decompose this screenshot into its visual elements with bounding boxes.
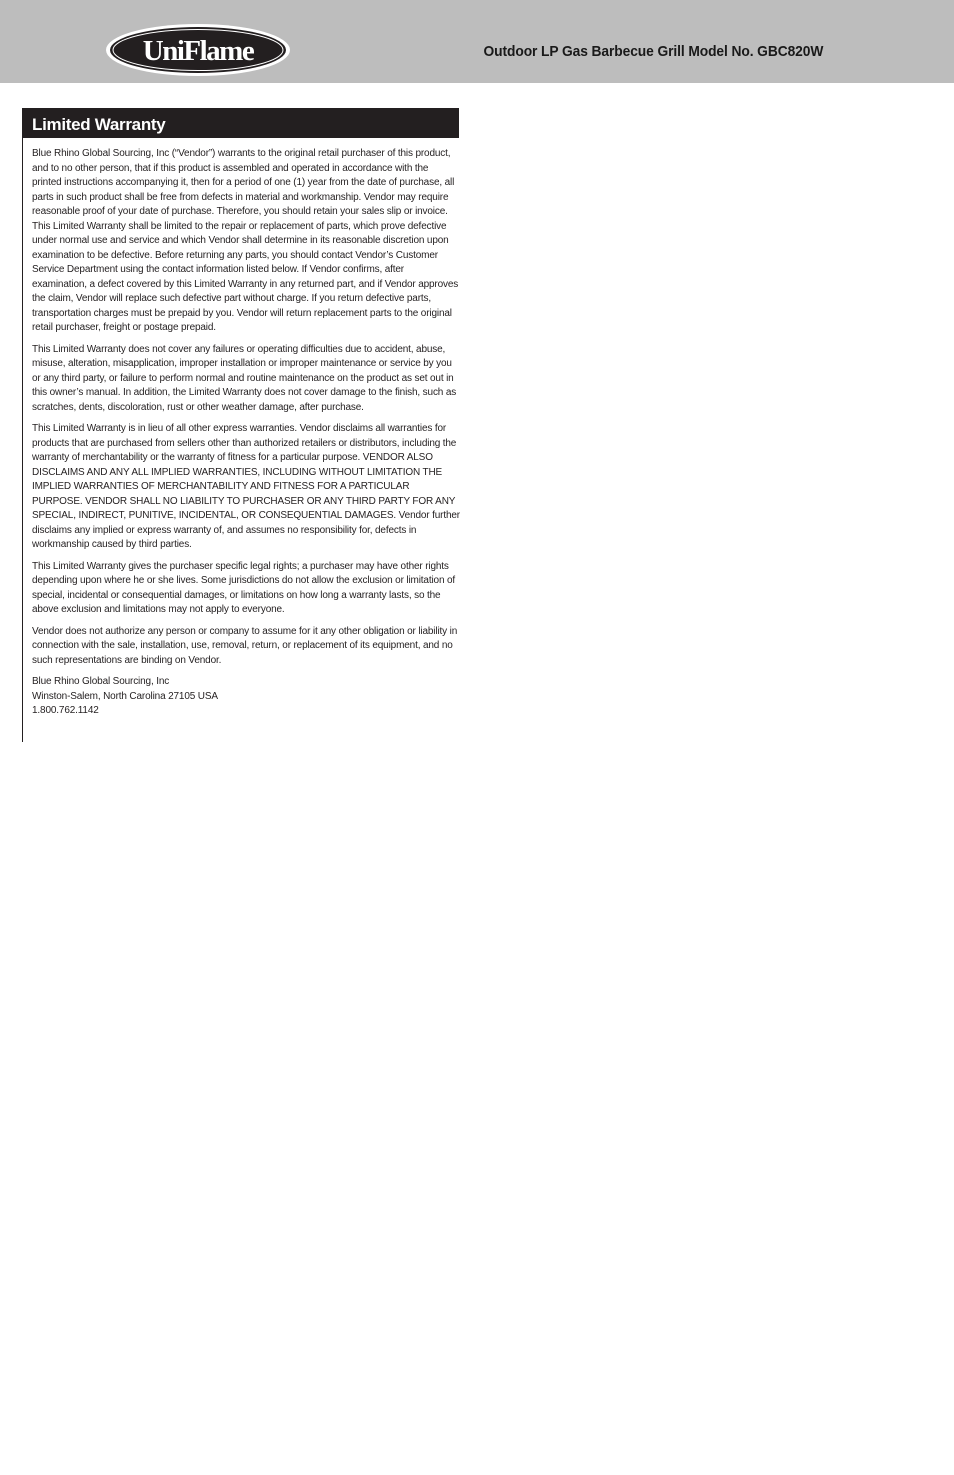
section-header-bar: [22, 108, 459, 138]
uniflame-logo: [104, 22, 292, 78]
warranty-body: [32, 147, 460, 719]
contact-address: [32, 675, 460, 719]
section-left-rule: [22, 138, 23, 742]
address-city: Winston-Salem, North Carolina 27105 USA: [32, 690, 218, 702]
warranty-paragraph: Vendor does not authorize any person or company to assume for it any other obligation or liability in connection with the sale, installation, use, removal, return, or replacement of its equipment, and no such representations are binding on Vendor.: [32, 625, 458, 666]
logo-wordmark: UniFlame: [142, 35, 254, 67]
warranty-paragraph: This Limited Warranty is in lieu of all other express warranties. Vendor disclaims all warranties for products that are purchased from sellers other than authorized retailers or distributors, including the warranty of merchantability or the warranty of fitness for a particular purpose. VENDOR ALSO DISCLAIMS AND ANY ALL IMPLIED WARRANTIES, INCLUDING WITHOUT LIMITATION THE IMPLIED WARRANTIES OF MERCHANTABILITY AND FITNESS FOR A PARTICULAR PURPOSE. VENDOR SHALL NO LIABILITY TO PURCHASER OR ANY THIRD PARTY FOR ANY SPECIAL, INDIRECT, PUNITIVE, INCIDENTAL, OR CONSEQUENTIAL DAMAGES. Vendor further disclaims any implied or express warranty of, and assumes no responsibility for, defects in workmanship caused by third parties.: [32, 423, 460, 550]
warranty-paragraph: This Limited Warranty gives the purchaser specific legal rights; a purchaser may have other rights depending upon where he or she lives. Some jurisdictions do not allow the exclusion or limitation of special, incidental or consequential damages, or limitations on how long a warranty lasts, so the above exclusion and limitations may not apply to everyone.: [32, 560, 456, 615]
warranty-paragraph: This Limited Warranty does not cover any failures or operating difficulties due to accident, abuse, misuse, alteration, misapplication, improper installation or improper maintenance or service by you or any third party, or failure to perform normal and routine maintenance on the product as set out in this owner’s manual. In addition, the Limited Warranty does not cover damage to the finish, such as scratches, dents, discoloration, rust or other weather damage, after purchase.: [32, 343, 457, 413]
model-title: Outdoor LP Gas Barbecue Grill Model No. GBC820W: [483, 43, 823, 60]
address-company: Blue Rhino Global Sourcing, Inc: [32, 676, 170, 687]
section-title: Limited Warranty: [32, 115, 166, 134]
warranty-paragraph: Blue Rhino Global Sourcing, Inc (“Vendor”) warrants to the original retail purchaser of this product, and to no other person, that if this product is assembled and operated in accordance with the printed instructions accompanying it, then for a period of one (1) year from the date of purchase, all parts in such product shall be free from defects in material and workmanship. Vendor may require reasonable proof of your date of purchase. Therefore, you should retain your sales slip or invoice. This Limited Warranty shall be limited to the repair or replacement of parts, which prove defective under normal use and service and which Vendor shall determine in its reasonable discretion upon examination to be defective. Before returning any parts, you should contact Vendor’s Customer Service Department using the contact information listed below. If Vendor confirms, after examination, a defect covered by this Limited Warranty in any returned part, and if Vendor approves the claim, Vendor will replace such defective part without charge. If you return defective parts, transportation charges must be prepaid by you. Vendor will return replacement parts to the original retail purchaser, freight or postage prepaid.: [32, 148, 459, 333]
address-phone: 1.800.762.1142: [32, 705, 99, 716]
page-header: [0, 0, 954, 83]
